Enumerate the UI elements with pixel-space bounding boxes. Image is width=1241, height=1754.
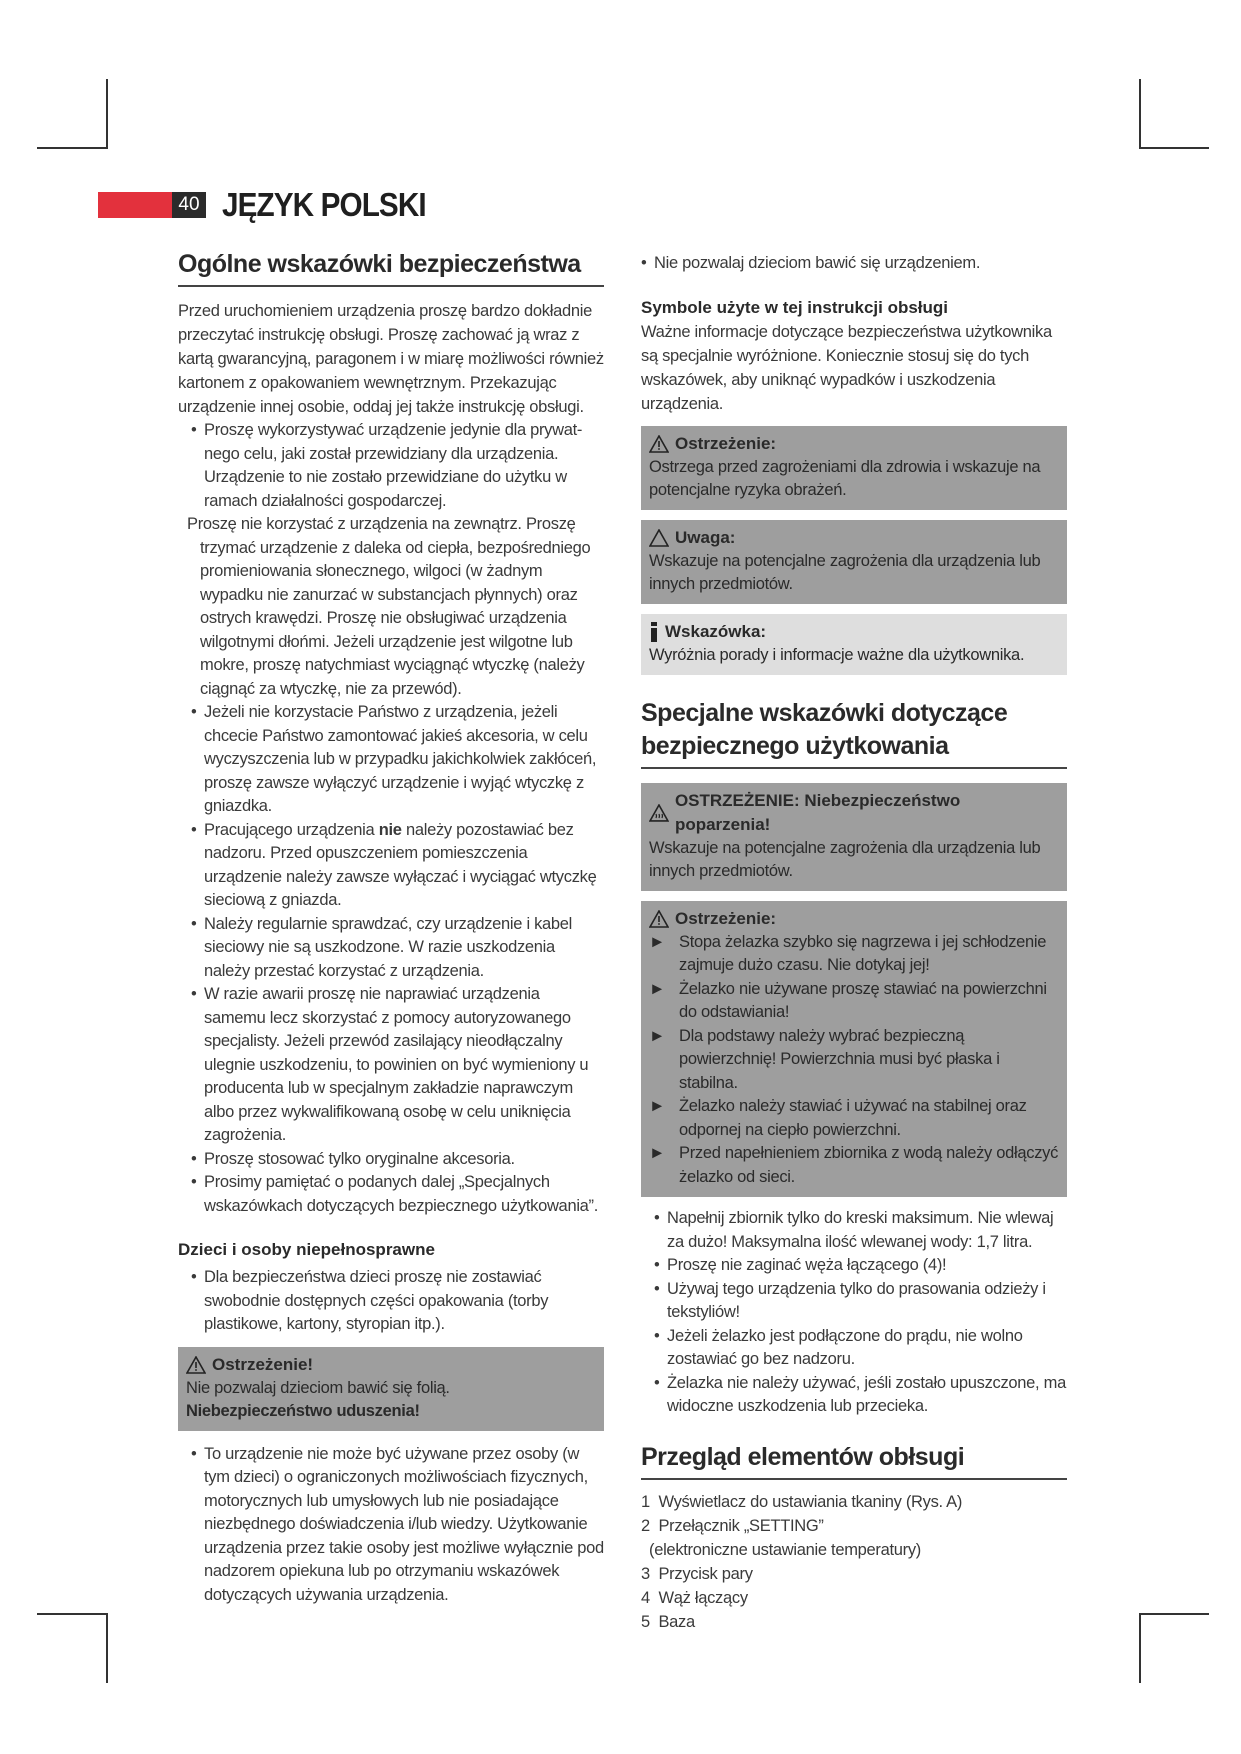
- crop-mark: [106, 1613, 108, 1683]
- children-heading: Dzieci i osoby niepełnosprawne: [178, 1240, 435, 1259]
- overview-list: [641, 1490, 1067, 1634]
- hot-surface-icon: [649, 804, 669, 822]
- iron-warning-box: [641, 901, 1067, 1198]
- arrow-icon: ►: [649, 1026, 666, 1045]
- warning-title: Ostrzeżenie!: [212, 1354, 314, 1374]
- usage-list: [641, 1207, 1067, 1419]
- arrow-icon: ►: [649, 1097, 666, 1115]
- list-item: • Prosimy pamiętać o podanych dalej „Specjalnych wskazówkach dotyczących bezpiecznego użytkowania”.: [191, 1173, 599, 1215]
- warning-triangle-icon: [186, 1356, 206, 1374]
- box-text: Ostrzega przed zagrożeniami dla zdrowia i wskazuje na potencjalne ryzyka obrażeń.: [649, 457, 1041, 499]
- list-item: Proszę nie korzystać z urządzenia na zewnątrz. Proszę trzymać urządzenie z daleka od ciepła, bezpośredniego promieniowania słonecznego, wilgoci (w żadnym wypadku nie zanurzać w substancjach płynnych) oraz ostrych krawędzi. Proszę nie obsługiwać urządzenia wilgotnymi dłońmi. Jeżeli urządzenie jest wilgotne lub mokre, proszę natychmiast wyciągnąć wtyczkę (należy ciągnąć za wtyczkę, nie za przewód).: [187, 515, 591, 698]
- section-title-overview: Przegląd elementów obłsugi: [641, 1441, 1067, 1480]
- list-item: • Jeżeli nie korzystacie Państwo z urządzenia, jeżeli chcecie Państwo zamontować jakieś akcesoria, w celu wyczyszczenia lub w przypadku jakichkolwiek zakłóceń, proszę zawsze wyłączyć urządzenie i wyjąć wtyczkę z gniazdka.: [191, 703, 597, 815]
- list-item: • Proszę nie zaginać węża łączącego (4)!: [654, 1256, 947, 1274]
- crop-mark: [1139, 147, 1209, 149]
- safety-list: [178, 419, 604, 1218]
- crop-mark: [1139, 79, 1141, 149]
- warning-item: ► Żelazko nie używane proszę stawiać na powierzchni do odstawiania!: [649, 979, 1047, 1021]
- list-item: • Jeżeli żelazko jest podłączone do prądu, nie wolno zostawiać go bez nadzoru.: [654, 1326, 1023, 1368]
- overview-item: 1 Wyświetlacz do ustawiania tkaniny (Rys. A): [641, 1492, 963, 1511]
- crop-mark: [106, 79, 108, 149]
- warning-triangle-icon: [649, 910, 669, 928]
- symbols-heading: Symbole użyte w tej instrukcji obsługi: [641, 297, 949, 317]
- list-item: • Proszę wykorzystywać urządzenie jedynie dla prywat-nego celu, jaki został przewidziany dla urządzenia. Urządzenie to nie zostało przewidziane do użytku w ramach działalności gospodarczej.: [191, 421, 583, 510]
- arrow-icon: ►: [649, 932, 666, 951]
- children-list: [178, 1266, 604, 1337]
- crop-mark: [1139, 1613, 1141, 1683]
- box-title: Ostrzeżenie:: [675, 433, 777, 453]
- box-title: Ostrzeżenie:: [675, 908, 777, 928]
- list-item: • Należy regularnie sprawdzać, czy urządzenie i kabel sieciowy nie są uszkodzone. W razie uszkodzenia należy przestać korzystać z urządzenia.: [191, 914, 573, 980]
- overview-item: 5 Baza: [641, 1612, 695, 1631]
- box-title: Uwaga:: [675, 527, 736, 547]
- page-number: 40: [172, 192, 206, 218]
- list-item: • Używaj tego urządzenia tylko do prasowania odzieży i tekstyliów!: [654, 1279, 1046, 1321]
- language-title: JĘZYK POLSKI: [222, 186, 426, 223]
- warning-triangle-icon: [649, 435, 669, 453]
- box-title: OSTRZEŻENIE: Niebezpieczeństwo poparzenia!: [674, 790, 961, 834]
- box-text: Wskazuje na potencjalne zagrożenia dla urządzenia lub innych przedmiotów.: [649, 551, 1041, 593]
- symbol-box-caution: [641, 520, 1067, 604]
- list-item: • W razie awarii proszę nie naprawiać urządzenia samemu lecz skorzystać z pomocy autoryzowanego specjalisty. Jeżeli przewód zasilający nieodłączalny ulegnie uszkodzeniu, to powinien on być wymieniony u producenta lub w specjalnym zakładzie naprawczym albo przez wykwalifikowaną osobę w celu uniknięcia zagrożenia.: [191, 985, 589, 1144]
- section-title-special-safety: Specjalne wskazówki dotyczące bezpiecznego użytkowania: [641, 697, 1067, 769]
- box-title: Wskazówka:: [665, 621, 767, 641]
- overview-item: (elektroniczne ustawianie temperatury): [649, 1540, 921, 1559]
- box-text: Wskazuje na potencjalne zagrożenia dla urządzenia lub innych przedmiotów.: [649, 838, 1041, 880]
- section-title-general-safety: Ogólne wskazówki bezpieczeństwa: [178, 248, 604, 287]
- list-item: • To urządzenie nie może być używane przez osoby (w tym dzieci) o ograniczonych możliwościach fizycznych, motorycznych lub umysłowych lub nie posiadające niezbędnego doświadczenia i/lub wiedzy. Użytkowanie urządzenia przez takie osoby jest możliwe wyłącznie pod nadzorem opiekuna lub po otrzymaniu wskazówek dotyczących używania urządzenia.: [191, 1444, 604, 1604]
- burn-warning-box: [641, 783, 1067, 891]
- symbol-box-warning: [641, 426, 1067, 510]
- children-list-cont: [641, 252, 1067, 276]
- list-item: • Napełnij zbiornik tylko do kreski maksimum. Nie wlewaj za dużo! Maksymalna ilość wlewanej wody: 1,7 litra.: [654, 1209, 1054, 1251]
- caution-triangle-icon: [649, 529, 669, 547]
- warning-text: Nie pozwalaj dzieciom bawić się folią. Niebezpieczeństwo uduszenia!: [186, 1378, 450, 1420]
- warning-item: ► Stopa żelazka szybko się nagrzewa i jej schłodzenie zajmuje dużo czasu. Nie dotykaj jej!: [649, 932, 1047, 974]
- list-item: • Pracującego urządzenia nie należy pozostawiać bez nadzoru. Przed opuszczeniem pomieszczenia urządzenie należy zawsze wyłączać i wyciągać wtyczkę sieciową z gniazda.: [191, 820, 597, 909]
- warning-item: ► Przed napełnieniem zbiornika z wodą należy odłączyć żelazko od sieci.: [649, 1144, 1059, 1186]
- arrow-icon: ►: [649, 979, 666, 998]
- box-text: Wyróżnia porady i informacje ważne dla użytkownika.: [649, 645, 1025, 664]
- warning-item: ► Dla podstawy należy wybrać bezpieczną powierzchnię! Powierzchnia musi być płaska i stabilna.: [649, 1026, 1000, 1092]
- list-item: • Dla bezpieczeństwa dzieci proszę nie zostawiać swobodnie dostępnych części opakowania (torby plastikowe, kartony, styropian itp.).: [191, 1268, 549, 1333]
- list-item: • Żelazka nie należy używać, jeśli zostało upuszczone, ma widoczne uszkodzenia lub przecieka.: [654, 1373, 1066, 1415]
- symbol-box-note: [641, 614, 1067, 675]
- warning-box-children: [178, 1347, 604, 1431]
- warning-item: ► Żelazko należy stawiać i używać na stabilnej oraz odpornej na ciepło powierzchni.: [649, 1097, 1027, 1139]
- info-icon: [649, 622, 659, 642]
- overview-item: 4 Wąż łączący: [641, 1588, 748, 1607]
- list-item: • Nie pozwalaj dzieciom bawić się urządzeniem.: [641, 254, 981, 272]
- arrow-icon: ►: [649, 1144, 666, 1162]
- crop-mark: [1139, 1613, 1209, 1615]
- overview-item: 2 Przełącznik „SETTING”: [641, 1516, 824, 1535]
- right-column: [641, 252, 1067, 1634]
- left-column: [178, 248, 604, 1607]
- crop-mark: [37, 147, 107, 149]
- ability-list: [178, 1443, 604, 1608]
- symbols-intro: Ważne informacje dotyczące bezpieczeństwa użytkownika są specjalnie wyróżnione. Koniecznie stosuj się do tych wskazówek, aby uniknąć wypadków i uszkodzenia urządzenia.: [641, 322, 1052, 413]
- intro-paragraph: Przed uruchomieniem urządzenia proszę bardzo dokładnie przeczytać instrukcję obsługi. Proszę zachować ją wraz z kartą gwarancyjną, paragonem i w miarę możliwości również kartonem z opakowaniem wewnętrznym. Przekazując urządzenie innej osobie, oddaj jej także instrukcję obsługi.: [178, 302, 604, 416]
- crop-mark: [37, 1613, 107, 1615]
- overview-item: 3 Przycisk pary: [641, 1564, 753, 1583]
- list-item: • Proszę stosować tylko oryginalne akcesoria.: [191, 1149, 515, 1168]
